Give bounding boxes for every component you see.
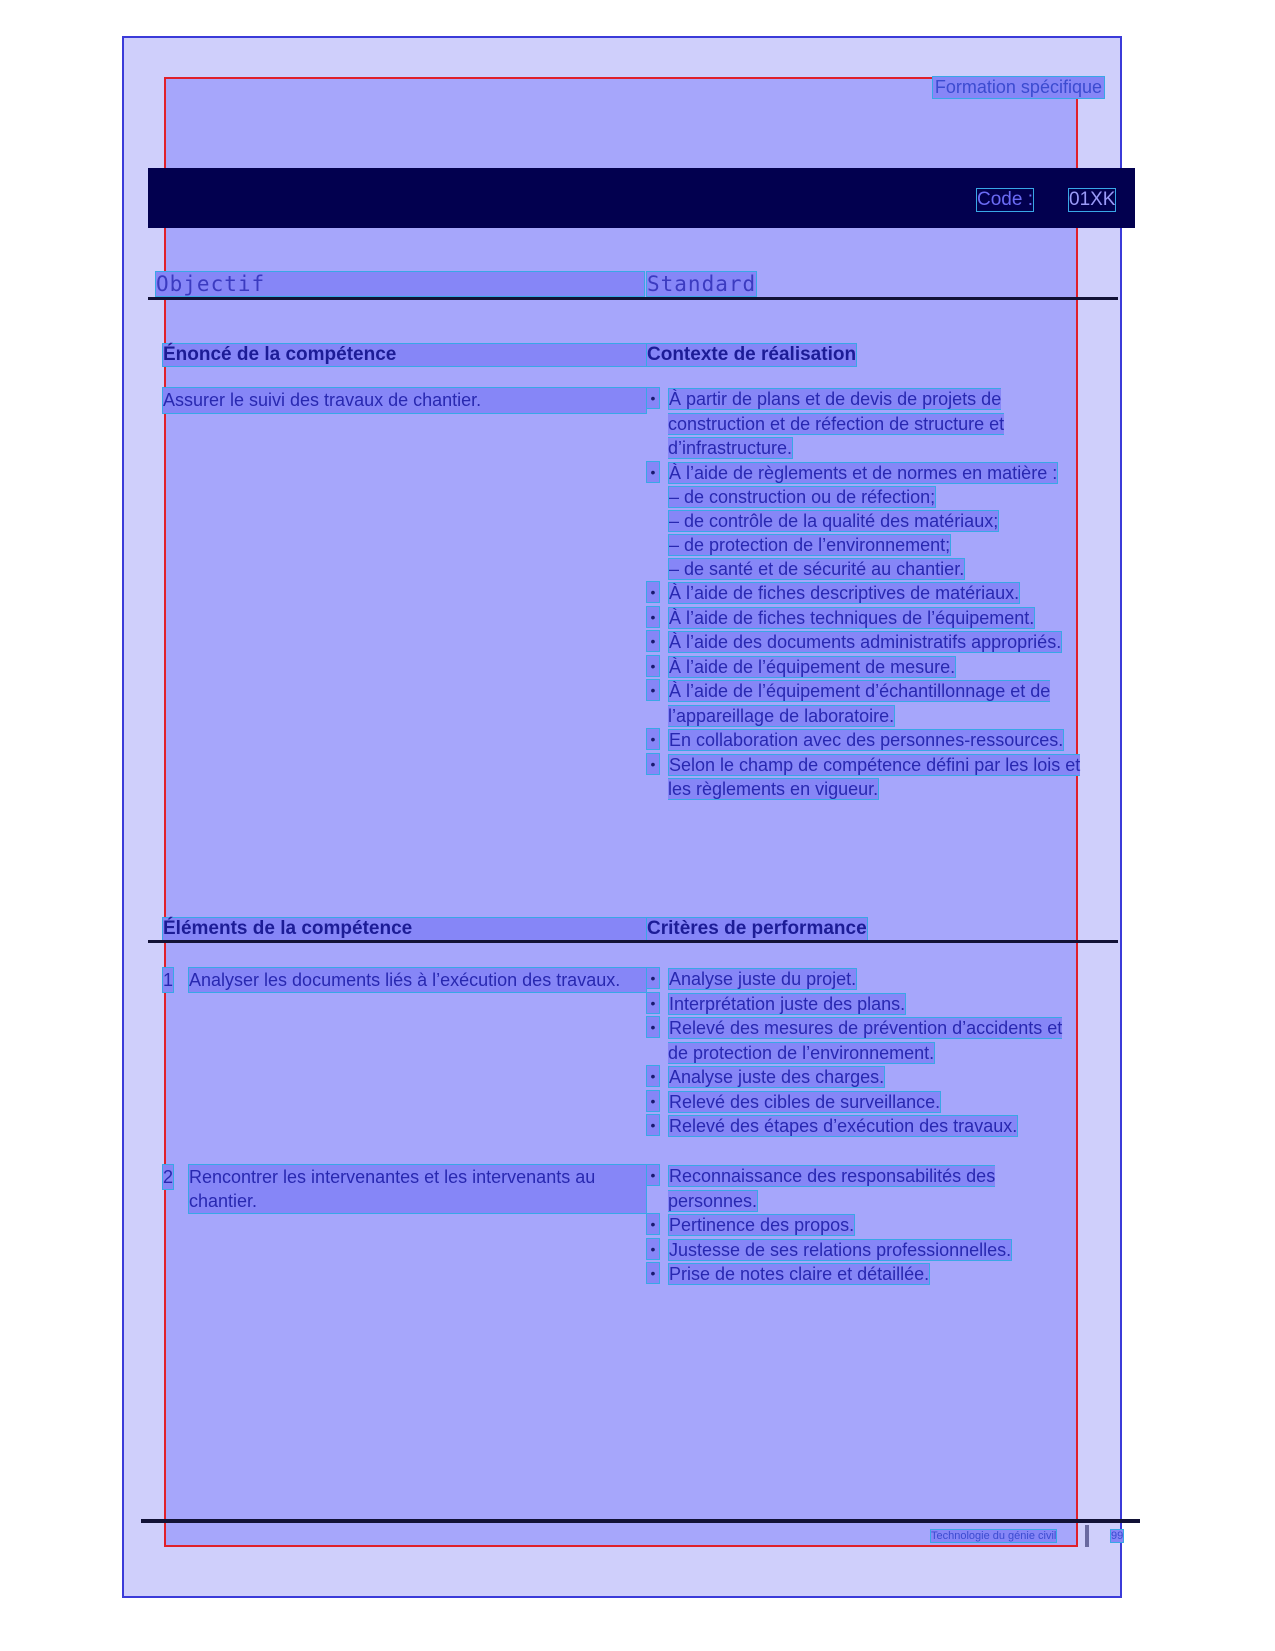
bullet-icon: •: [646, 1090, 660, 1112]
footer-program: Technologie du génie civil: [931, 1530, 1057, 1542]
bullet-icon: •: [646, 1114, 660, 1136]
bullet-icon: •: [646, 753, 660, 775]
contexte-subitem: – de contrôle de la qualité des matériaux;: [669, 511, 999, 531]
bullet-icon: •: [646, 1262, 660, 1284]
bullet-icon: •: [646, 581, 660, 603]
bullet-icon: •: [646, 1065, 660, 1087]
bullet-icon: •: [646, 387, 660, 409]
bullet-icon: •: [646, 1016, 660, 1038]
bullet-icon: •: [646, 679, 660, 701]
criterion-item: • Reconnaissance des responsabilités des personnes.: [646, 1164, 1086, 1213]
column-heading-objectif: Objectif: [155, 271, 645, 297]
criterion-item: • Pertinence des propos.: [646, 1213, 1086, 1238]
contexte-item: • Selon le champ de compétence défini par les lois et les règlements en vigueur.: [646, 753, 1086, 802]
contexte-subitem: – de santé et de sécurité au chantier.: [669, 559, 965, 579]
contexte-heading: Contexte de réalisation: [647, 344, 857, 365]
program-title: Formation spécifique: [932, 76, 1105, 99]
contexte-item: • En collaboration avec des personnes-ressources.: [646, 728, 1086, 753]
code-value: 01XK: [1069, 189, 1116, 210]
bullet-icon: •: [646, 1213, 660, 1235]
page-number: 99: [1111, 1530, 1124, 1542]
criteria-heading: Critères de performance: [647, 918, 867, 939]
element-text: Analyser les documents liés à l’exécution des travaux.: [188, 967, 647, 993]
code-label: Code :: [977, 189, 1033, 210]
contexte-item: • À l’aide de l’équipement de mesure.: [646, 655, 1086, 680]
contexte-item: • À l’aide de fiches descriptives de matériaux.: [646, 581, 1086, 606]
criterion-item: • Relevé des étapes d’exécution des travaux.: [646, 1114, 1086, 1139]
criterion-item: • Interprétation juste des plans.: [646, 992, 1086, 1017]
footer-separator: [1085, 1525, 1089, 1547]
criterion-item: • Justesse de ses relations professionnelles.: [646, 1238, 1086, 1263]
bullet-icon: •: [646, 630, 660, 652]
bullet-icon: •: [646, 606, 660, 628]
criterion-item: • Relevé des cibles de surveillance.: [646, 1090, 1086, 1115]
contexte-item: • À l’aide de règlements et de normes en matière :: [646, 461, 1086, 486]
contexte-list: [646, 387, 1086, 802]
competence-statement: Assurer le suivi des travaux de chantier.: [162, 387, 647, 414]
criterion-item: • Relevé des mesures de prévention d’accidents et de protection de l’environnement.: [646, 1016, 1086, 1065]
footer-rule: [141, 1519, 1140, 1523]
bullet-icon: •: [646, 728, 660, 750]
bullet-icon: •: [646, 655, 660, 677]
contexte-sublist: [646, 485, 1086, 581]
element-number: 2: [162, 1164, 174, 1190]
criterion-item: • Analyse juste des charges.: [646, 1065, 1086, 1090]
competence-heading: Énoncé de la compétence: [162, 343, 647, 367]
elements-heading: Éléments de la compétence: [162, 917, 647, 941]
contexte-item: • À l’aide des documents administratifs appropriés.: [646, 630, 1086, 655]
column-heading-standard: Standard: [647, 272, 757, 296]
bullet-icon: •: [646, 967, 660, 989]
contexte-subitem: – de construction ou de réfection;: [669, 487, 936, 507]
bullet-icon: •: [646, 1164, 660, 1186]
criteria-list-2: [646, 1164, 1086, 1287]
criteria-list-1: [646, 967, 1086, 1139]
elements-rule: [148, 940, 1118, 943]
bullet-icon: •: [646, 461, 660, 483]
contexte-item: • À partir de plans et de devis de projets de construction et de réfection de structure et d’infrastructure.: [646, 387, 1086, 461]
criterion-item: • Prise de notes claire et détaillée.: [646, 1262, 1086, 1287]
element-text: Rencontrer les intervenantes et les intervenants au chantier.: [188, 1164, 647, 1214]
criterion-item: • Analyse juste du projet.: [646, 967, 1086, 992]
element-number: 1: [162, 967, 174, 993]
bullet-icon: •: [646, 1238, 660, 1260]
header-rule: [148, 297, 1118, 300]
contexte-item: • À l’aide de fiches techniques de l’équipement.: [646, 606, 1086, 631]
bullet-icon: •: [646, 992, 660, 1014]
contexte-item: • À l’aide de l’équipement d’échantillonnage et de l’appareillage de laboratoire.: [646, 679, 1086, 728]
element-1: [162, 967, 647, 993]
contexte-subitem: – de protection de l’environnement;: [669, 535, 951, 555]
element-2: [162, 1164, 647, 1214]
